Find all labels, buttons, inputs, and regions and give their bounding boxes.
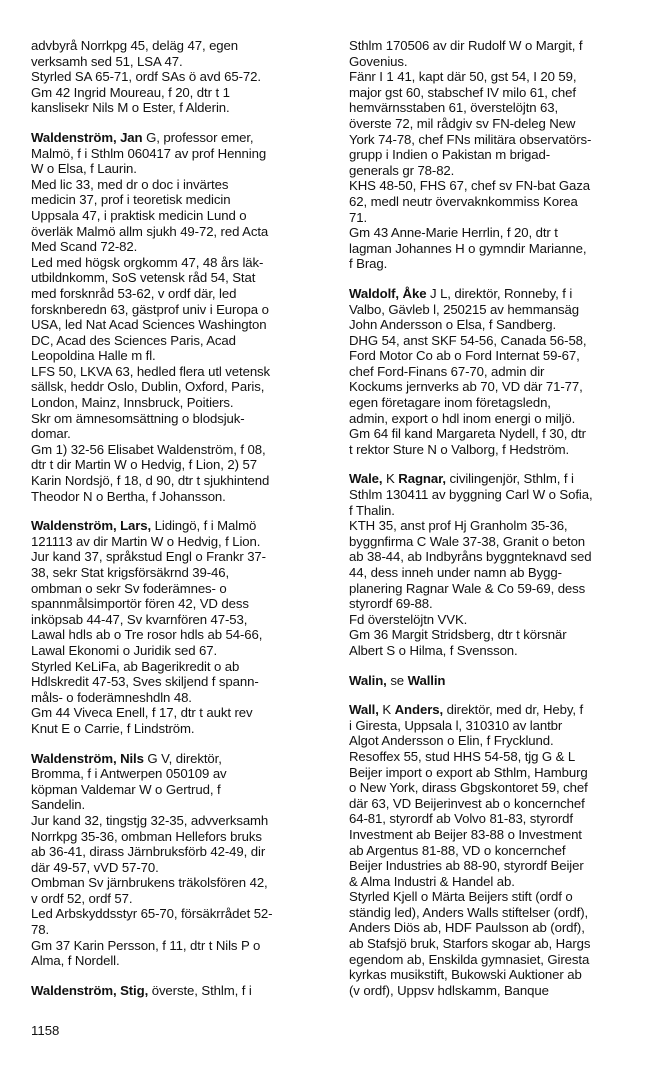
entry-text: överste, Sthlm, f i	[148, 982, 252, 998]
entry-continuation	[31, 38, 331, 116]
entry-walin-crossref	[349, 673, 654, 689]
entry-headword-given-name: Anders,	[394, 702, 444, 718]
entry-text: advbyrå Norrkpg 45, deläg 47, egen verksamh sed 51, LSA 47. Styrled SA 65-71, ordf SAs ö avd 65-72. Gm 42 Ingrid Moureau, f 20, dtr t 1 kanslisekr Nils M o Ester, f Alderin.	[31, 38, 261, 116]
page-number: 1158	[31, 1023, 60, 1038]
entry-waldenstrom-lars	[31, 518, 331, 736]
entry-text: Sthlm 170506 av dir Rudolf W o Margit, f Govenius. Fänr I 1 41, kapt där 50, gst 54, I 20 59, major gst 60, stabschef IV milo 61, chef hemvärnsstaben 61, överstelöjtn 63, överste 72, mil rådgiv sv FN-deleg New York 74-78, chef FNs militära observatörs- grupp i Indien o Pakistan m brigad- generals gr 78-82. KHS 48-50, FHS 67, chef sv FN-bat Gaza 62, medl neutr övervaknkommiss Korea 71. Gm 43 Anne-Marie Herrlin, f 20, dtr t lagman Johannes H o gymndir Marianne, f Brag.	[349, 38, 592, 272]
left-column	[31, 38, 331, 1012]
right-column	[349, 38, 654, 1012]
entry-mid-text: K	[382, 471, 399, 487]
entry-headword: Wale,	[349, 471, 383, 487]
entry-headword: Waldenström, Stig,	[31, 982, 149, 998]
entry-waldolf-ake	[349, 286, 654, 458]
entry-headword: Waldenström, Nils	[31, 750, 144, 766]
entry-text: direktör, med dr, Heby, f i Giresta, Uppsala l, 310310 av lantbr Algot Andersson o Elin, f Frycklund. Resoffex 55, stud HHS 54-58, tjg G & L Beijer import o export ab Sthlm, Hamburg o New York, dirass Gbgskontoret 59, chef där 63, VD Beijerinvest ab o koncernchef 64-81, styrordf ab Volvo 81-83, styrordf Investment ab Beijer 83-88 o Investment ab Argentus 81-88, VD o koncernchef Beijer Industries ab 88-90, styrordf Beijer & Alma Industri & Handel ab. Styrled Kjell o Märta Beijers stift (ordf o ständig led), Anders Walls stiftelser (ordf), Anders Diös ab, HDF Paulsson ab (ordf), ab Stafsjö bruk, Starfors skogar ab, Hargs egendom ab, Enskilda gymnasiet, Giresta kyrkas musikstift, Bukowski Auktioner ab (v ordf), Uppsv hdlskamm, Banque	[349, 702, 591, 998]
entry-text: G V, direktör, Bromma, f i Antwerpen 050109 av köpman Valdemar W o Gertrud, f Sandelin. Jur kand 32, tingstjg 32-35, advverksamh Norrkpg 35-36, ombman Hellefors bruks ab 36-41, dirass Järnbruksförb 42-49, dir där 49-57, vVD 57-70. Ombman Sv järnbrukens träkolsfören 42, v ordf 52, ordf 57. Led Arbskyddsstyr 65-70, försäkrrådet 52- 78. Gm 37 Karin Persson, f 11, dtr t Nils P o Alma, f Nordell.	[31, 750, 273, 969]
entry-waldenstrom-nils	[31, 751, 331, 969]
entry-continuation	[349, 38, 654, 272]
entry-waldenstrom-stig	[31, 983, 331, 999]
cross-reference-target: Wallin	[407, 672, 446, 688]
entry-text: Lidingö, f i Malmö 121113 av dir Martin W o Hedvig, f Lion. Jur kand 37, språkstud Engl o Frankr 37- 38, sekr Stat krigsförsäkrnd 39-46, ombman o sekr Sv foderämnes- o spannmålsimportör fören 42, VD dess inköpsab 44-47, Sv kvarnfören 47-53, Lawal hdls ab o Tre rosor hdls ab 54-66, Lawal Ekonomi o Juridik sed 67. Styrled KeLiFa, ab Bagerikredit o ab Hdlskredit 47-53, Sves skiljend f spann- måls- o foderämneshdln 48. Gm 44 Viveca Enell, f 17, dtr t aukt rev Knut E o Carrie, f Lindström.	[31, 518, 266, 736]
entry-headword: Waldenström, Lars,	[31, 518, 152, 534]
entry-wale-ragnar	[349, 471, 654, 658]
entry-headword: Waldenström, Jan	[31, 129, 143, 145]
entry-mid-text: se	[386, 672, 408, 688]
entry-waldenstrom-jan	[31, 130, 331, 504]
entry-headword-given-name: Ragnar,	[398, 471, 446, 487]
entry-text: J L, direktör, Ronneby, f i Valbo, Gävleb l, 250215 av hemmansäg John Andersson o Elsa, f Sandberg. DHG 54, anst SKF 54-56, Canada 56-58, Ford Motor Co ab o Ford Internat 59-67, chef Ford-Finans 67-70, admin dir Kockums jernverks ab 70, VD där 71-77, egen företagare inom företagsledn, admin, export o hdl inom energi o miljö. Gm 64 fil kand Margareta Nydell, f 30, dtr t rektor Sture N o Valborg, f Hedström.	[349, 285, 587, 457]
entry-wall-anders	[349, 702, 654, 998]
entry-text: G, professor emer, Malmö, f i Sthlm 060417 av prof Henning W o Elsa, f Laurin. Med lic 33, med dr o doc i invärtes medicin 37, prof i teoretisk medicin Uppsala 47, i praktisk medicin Lund o överläk Malmö allm sjukh 49-72, red Acta Med Scand 72-82. Led med högsk orgkomm 47, 48 års läk- utbildnkomm, SoS vetensk råd 54, Stat med forsknråd 53-62, v ordf där, led forsknberedn 63, gästprof univ i Europa o USA, led Nat Acad Sciences Washington DC, Acad des Sciences Paris, Acad Leopoldina Halle m fl. LFS 50, LKVA 63, hedled flera utl vetensk sällsk, heddr Oslo, Dublin, Oxford, Paris, London, Mainz, Innsbruck, Poitiers. Skr om ämnesomsättning o blodsjuk- domar. Gm 1) 32-56 Elisabet Waldenström, f 08, dtr t dir Martin W o Hedvig, f Lion, 2) 57 Karin Nordsjö, f 18, d 90, dtr t sjukhintend Theodor N o Bertha, f Johansson.	[31, 129, 271, 504]
entry-headword: Waldolf, Åke	[349, 285, 427, 301]
entry-headword: Wall,	[349, 702, 379, 718]
entry-mid-text: K	[378, 702, 395, 718]
entry-text: civilingenjör, Sthlm, f i Sthlm 130411 av byggning Carl W o Sofia, f Thalin. KTH 35, anst prof Hj Granholm 35-36, byggnfirma C Wale 37-38, Granit o beton ab 38-44, ab Indbyråns byggnteknavd sed 44, dess inneh under namn ab Bygg- planering Ragnar Wale & Co 59-69, dess styrordf 69-88. Fd överstelöjtn VVK. Gm 36 Margit Stridsberg, dtr t körsnär Albert S o Hilma, f Svensson.	[349, 471, 593, 658]
entry-headword: Walin,	[349, 672, 387, 688]
